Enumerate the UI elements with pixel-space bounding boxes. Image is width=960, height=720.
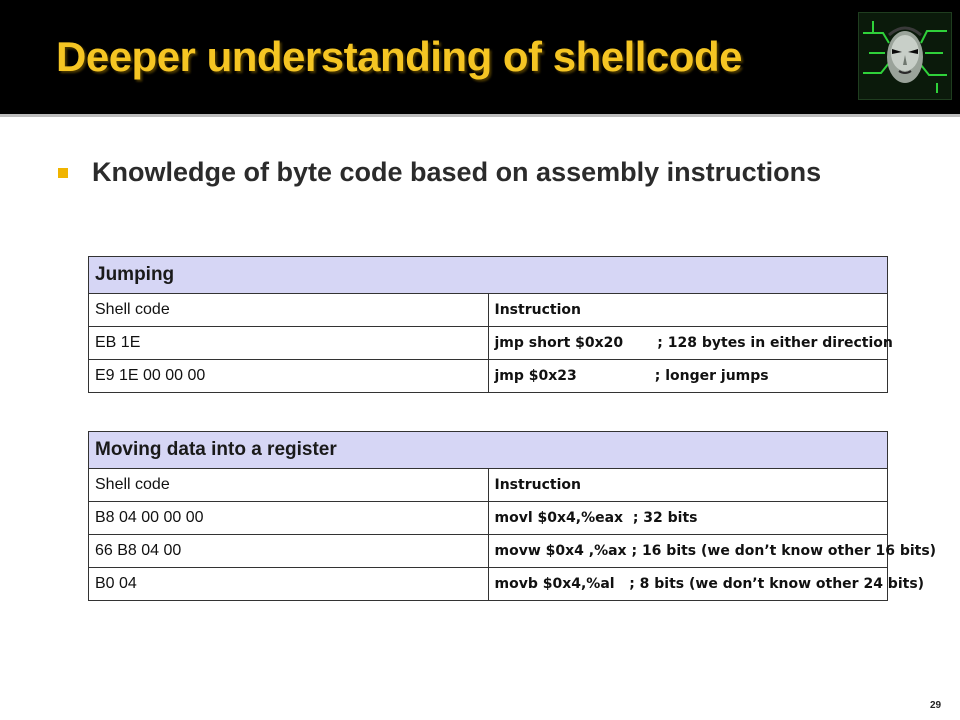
page-number: 29 (930, 700, 942, 711)
table-row (89, 535, 888, 568)
instruction-cell: jmp $0x23 ; longer jumps (488, 360, 888, 393)
shellcode-cell: EB 1E (89, 327, 489, 360)
shellcode-cell: B0 04 (89, 568, 489, 601)
table-row (89, 502, 888, 535)
table-heading: Moving data into a register (89, 432, 888, 469)
table-heading-row (89, 432, 888, 469)
shellcode-cell: E9 1E 00 00 00 (89, 360, 489, 393)
moving-data-table (88, 431, 937, 601)
table-header-row (89, 469, 888, 502)
table-row (89, 568, 888, 601)
instruction-cell: jmp short $0x20 ; 128 bytes in either direction (488, 327, 888, 360)
instruction-cell: movb $0x4,%al ; 8 bits (we don’t know other 24 bits) (488, 568, 888, 601)
table-row (89, 327, 888, 360)
jumping-table (88, 256, 893, 393)
shellcode-cell: 66 B8 04 00 (89, 535, 489, 568)
table-heading-row (89, 257, 888, 294)
bullet-square-icon (58, 168, 68, 178)
title-divider (0, 110, 960, 117)
slide-title: Deeper understanding of shellcode (56, 33, 742, 80)
shellcode-cell: B8 04 00 00 00 (89, 502, 489, 535)
column-header-shellcode: Shell code (89, 294, 489, 327)
instruction-cell: movl $0x4,%eax ; 32 bits (488, 502, 888, 535)
table-header-row (89, 294, 888, 327)
column-header-instruction: Instruction (488, 294, 888, 327)
table-heading: Jumping (89, 257, 888, 294)
instruction-cell: movw $0x4 ,%ax ; 16 bits (we don’t know other 16 bits) (488, 535, 888, 568)
column-header-shellcode: Shell code (89, 469, 489, 502)
bullet-text: Knowledge of byte code based on assembly instructions (92, 157, 822, 187)
column-header-instruction: Instruction (488, 469, 888, 502)
shodan-face-icon (858, 12, 952, 100)
table-row (89, 360, 888, 393)
